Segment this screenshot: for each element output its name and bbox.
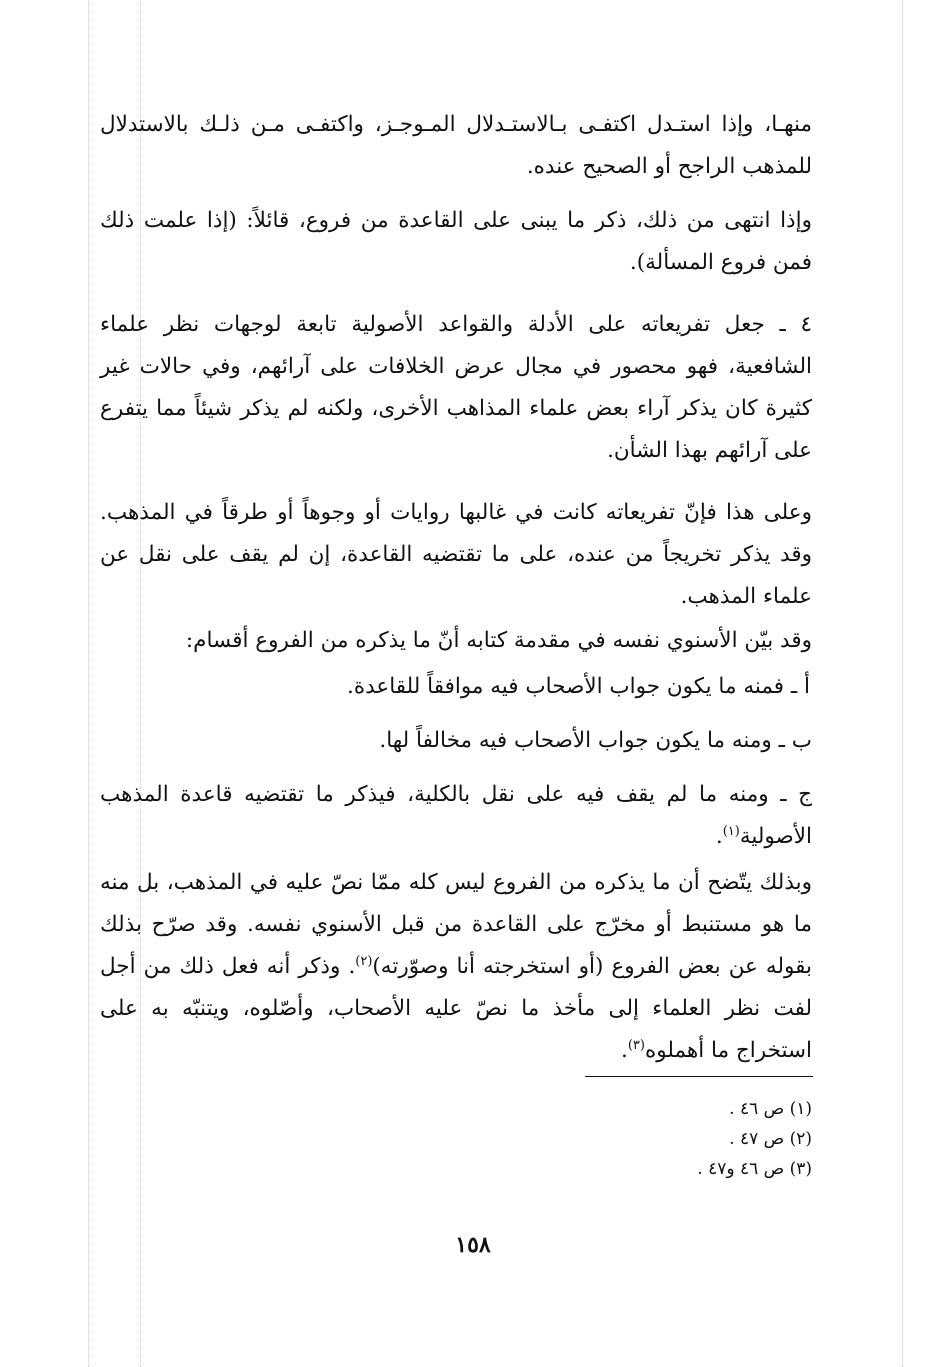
- footnote-2: (٢) ص ٤٧ .: [729, 1129, 812, 1149]
- footnotes: [697, 1094, 812, 1184]
- paragraph-item-4: ٤ ـ جعل تفريعاته على الأدلة والقواعد الأصولية تابعة لوجهات نظر علماء الشافعية، فهو محصور في مجال عرض الخلافات على آرائهم، وفي حالات غير كثيرة كان يذكر آراء بعض علماء المذاهب الأخرى، ولكنه لم يذكر شيئاً مما يتفرع على آرائهم بهذا الشأن.: [100, 312, 812, 463]
- list-item-a: أ ـ فمنه ما يكون جواب الأصحاب فيه موافقاً للقاعدة.: [347, 674, 810, 699]
- paragraph-6: [100, 862, 812, 1072]
- paragraph-1: منهـا، وإذا استـدل اكتفـى بـالاستـدلال المـوجـز، واكتفـى مـن ذلـك بالاستدلال للمذهب الراجح أو الصحيح عنده.: [100, 112, 812, 179]
- page-number: ١٥٨: [455, 1232, 491, 1258]
- footnote-separator: [585, 1076, 813, 1077]
- margin-guide-left: [88, 0, 89, 1367]
- paragraph-2: وإذا انتهى من ذلك، ذكر ما يبنى على القاعدة من فروع، قائلاً: (إذا علمت ذلك فمن فروع المسألة).: [100, 208, 812, 275]
- paragraph-6-part1: وبذلك يتّضح أن ما يذكره من الفروع ليس كله ممّا نصّ عليه في المذهب، بل منه ما هو مستنبط أو مخرّج على القاعدة من قبل الأسنوي نفسه. وقد صرّح بذلك بقوله عن بعض الفروع (أو استخرجته أنا وصوّرته): [100, 870, 812, 979]
- footnote-ref-1[interactable]: (١): [722, 823, 740, 839]
- margin-guide-right: [902, 0, 903, 1367]
- footnote-ref-3[interactable]: (٣): [627, 1037, 645, 1053]
- footnote-ref-2[interactable]: (٢): [355, 953, 373, 969]
- list-item-c: [100, 774, 812, 858]
- main-text: [100, 104, 812, 1084]
- paragraph-4: وعلى هذا فإنّ تفريعاته كانت في غالبها روايات أو وجوهاً أو طرقاً في المذهب. وقد يذكر تخريجاً من عنده، على ما تقتضيه القاعدة، إن لم يقف على نقل عن علماء المذهب.: [100, 500, 812, 609]
- footnote-1: (١) ص ٤٦ .: [729, 1099, 812, 1119]
- paragraph-5: وقد بيّن الأسنوي نفسه في مقدمة كتابه أنّ ما يذكره من الفروع أقسام:: [185, 628, 812, 653]
- list-item-c-text: ج ـ ومنه ما لم يقف فيه على نقل بالكلية، فيذكر ما تقتضيه قاعدة المذهب الأصولية: [100, 782, 812, 849]
- footnote-3: (٣) ص ٤٦ و٤٧ .: [697, 1159, 812, 1179]
- list-item-b: ب ـ ومنه ما يكون جواب الأصحاب فيه مخالفاً لها.: [379, 728, 812, 753]
- paragraph-6-end: .: [620, 1038, 628, 1063]
- paragraph-6-part2: . وذكر أنه فعل ذلك من أجل لفت نظر العلماء إلى مأخذ ما نصّ عليه الأصحاب، وأصّلوه، ويتنبّه به على استخراج ما أهملوه: [100, 954, 812, 1063]
- list-item-c-end: .: [715, 824, 723, 849]
